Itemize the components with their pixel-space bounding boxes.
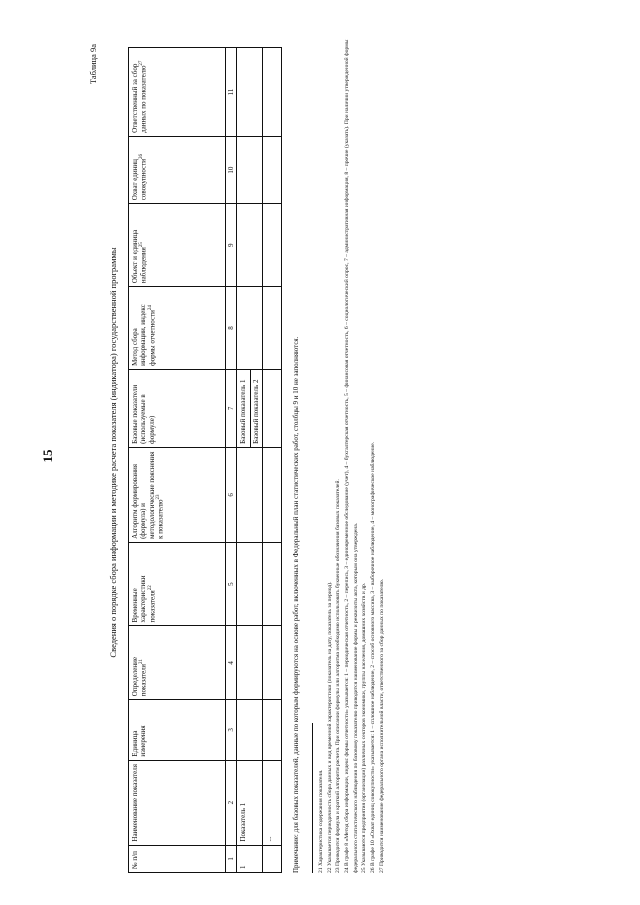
column-number: 3 [226,700,237,760]
row-cell [237,48,263,137]
column-number: 1 [226,845,237,872]
footnote: 23 Приводится формула и краткий алгоритм расчета. При описании формулы или алгоритма необходимо использовать буквенные обозначения базовых показателей. [335,479,342,873]
row-cell [237,136,263,203]
rotated-page-content [80,0,580,905]
footnote: 24 В графе 8 «Метод сбора информации, индекс формы отчетности» указывается: 1 – периодическая отчетность, 2 – перепись, 3 – единовременное обследование (учет), 4 – бухгалтерская отчетность, 5 – финансовая отчетность, 6 – социологический опрос, 7 – административная информация, 8 – прочие (указать). При наличии утвержденной формы федерального статистического наблюдения по базовому показателю приводится наименование формы и реквизиты акта, которым она утверждена. [343,39,359,873]
footnote: 22 Указывается периодичность сбора данных и вид временной характеристики (показатель на дату, показатель за период). [326,581,333,873]
footnote: 26 В графе 10 «Охват единиц совокупности» указывается: 1 – сплошное наблюдение, 2 – способ основного массива, 3 – выборочное наблюдение, 4 – монографическое наблюдение. [369,441,376,873]
column-number: 5 [226,542,237,626]
table-row [263,48,282,873]
row-indicator-name: ... [263,760,282,845]
column-number: 2 [226,760,237,845]
row-cell [237,700,263,760]
header-cell-coverage: Охват единиц совокупности$^{26}$ [129,136,226,203]
table-title: Сведения о порядке сбора информации и методике расчета показателя (индикатора) государственной программы [108,247,118,658]
column-number-row [226,48,237,873]
row-number [263,845,282,872]
row-number: 1 [237,845,263,872]
row-indicator-name: Показатель 1 [237,760,263,845]
page-number: 15 [40,449,55,463]
footnote: 27 Приводится наименование федерального органа исполнительной власти, ответственного за сбор данных по показателю. [378,578,385,873]
row-cell [263,204,282,287]
header-row [129,48,226,873]
row-cell [263,700,282,760]
column-number: 4 [226,626,237,700]
column-number: 10 [226,136,237,203]
footnotes [317,10,386,873]
header-cell-object: Объект и единица наблюдения$^{25}$ [129,204,226,287]
header-cell-time: Временные характеристики показателя$^{22}$ [129,542,226,626]
base-indicator: Базовый показатель 1 [239,379,248,444]
column-number: 11 [226,48,237,137]
column-number: 7 [226,369,237,447]
header-cell-method: Метод сбора информации, индекс формы отчетности$^{24}$ [129,287,226,370]
header-cell-responsible: Ответственный за сбор данных по показателю$^{27}$ [129,48,226,137]
row-cell [237,542,263,626]
column-number: 9 [226,204,237,287]
row-cell [237,204,263,287]
header-cell-name: Наименование показателя [129,760,226,845]
header-cell-num: № п/п [129,845,226,872]
row-cell [237,626,263,700]
header-cell-unit: Единица измерения [129,700,226,760]
row-cell [263,287,282,370]
row-cell [237,447,263,542]
row-base-indicators [237,369,263,447]
header-cell-algorithm: Алгоритм формирования (формула) и методологические пояснения к показателю$^{23}$ [129,447,226,542]
row-cell [263,626,282,700]
footnote: 21 Характеристика содержания показателя. [318,769,324,873]
table-label: Таблица 9а [88,44,98,85]
table-note: Примечание: для базовых показателей, данные по которым формируются на основе работ, включенных в Федеральный план статистических работ, столбцы 9 и 10 не заполняются. [292,336,300,873]
row-cell [263,369,282,447]
table-row [237,48,263,873]
column-number: 8 [226,287,237,370]
column-number: 6 [226,447,237,542]
footnote: 25 Указываются предприятия (организации) различных секторов экономики, группы населения, домашних хозяйств и др. [361,582,368,873]
row-cell [263,447,282,542]
row-cell [237,287,263,370]
header-cell-base: Базовые показатели (используемые в формуле) [129,369,226,447]
row-cell [263,136,282,203]
header-cell-definition: Определение показателя$^{21}$ [129,626,226,700]
footnote-divider [312,723,313,873]
row-cell [263,542,282,626]
base-indicator: Базовый показатель 2 [250,370,260,447]
row-cell [263,48,282,137]
indicator-table [128,47,282,873]
